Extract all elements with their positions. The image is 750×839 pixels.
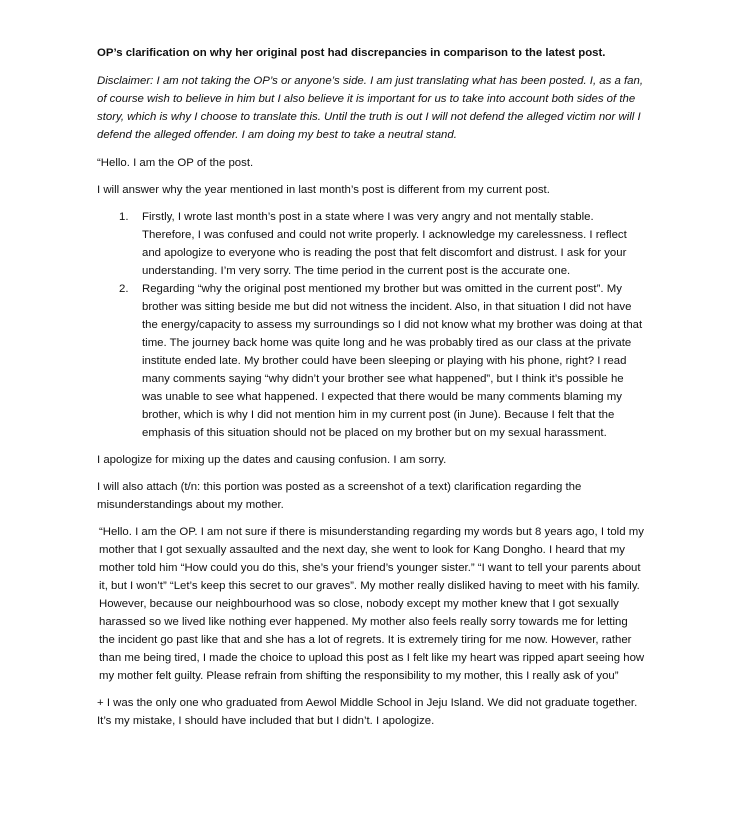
mother-quote-paragraph: “Hello. I am the OP. I am not sure if there is misunderstanding regarding my words but 8 years ago, I told my mother that I got sexually assaulted and the next day, she went to look for Kang Dongho. I heard that my mother told him “How could you do this, she’s your friend’s younger sister.” “I want to tell your parents about it, but I won’t” “Let’s keep this secret to our graves”. My mother really disliked having to meet with his family. However, because our neighbourhood was so close, nobody except my mother knew that I got sexually harassed so we lived like nothing ever happened. My mother also feels really sorry towards me for letting the incident go past like that and she has a lot of regrets. It is extremely tiring for me now. However, rather than me being tired, I made the choice to upload this post as I felt like my heart was ripped apart seeing how my mother felt guilty. Please refrain from shifting the responsibility to my mother, this I really ask of you”	[99, 526, 645, 682]
apology-paragraph: I apologize for mixing up the dates and causing confusion. I am sorry.	[97, 454, 447, 466]
document-title: OP’s clarification on why her original post had discrepancies in comparison to the latest post.	[97, 47, 606, 59]
list-item-number: 2.	[119, 283, 129, 295]
numbered-list	[97, 208, 645, 442]
disclaimer-paragraph: Disclaimer: I am not taking the OP’s or anyone’s side. I am just translating what has been posted. I, as a fan, of course wish to believe in him but I also believe it is important for us to take into account both sides of the story, which is why I choose to translate this. Until the truth is out I will not defend the alleged victim nor will I defend the alleged offender. I am doing my best to take a neutral stand.	[97, 75, 643, 141]
attach-paragraph: I will also attach (t/n: this portion was posted as a screenshot of a text) clarification regarding the misunderstandings about my mother.	[97, 481, 582, 511]
greeting-paragraph: “Hello. I am the OP of the post.	[97, 157, 254, 169]
list-item	[97, 208, 645, 280]
list-item-number: 1.	[119, 211, 129, 223]
list-item-text: Firstly, I wrote last month’s post in a state where I was very angry and not mentally stable. Therefore, I was confused and could not write properly. I acknowledge my carelessness. I reflect and apologize to everyone who is reading the post that felt discomfort and distrust. I ask for your understanding. I’m very sorry. The time period in the current post is the accurate one.	[142, 211, 627, 277]
list-item-text: Regarding “why the original post mentioned my brother but was omitted in the current post”. My brother was sitting beside me but did not witness the incident. Also, in that situation I did not have the energy/capacity to assess my surroundings so I did not know what my brother was doing at that time. The journey back home was quite long and he was probably tired as our class at the private institute ended late. My brother could have been sleeping or playing with his phone, right? I read many comments saying “why didn’t your brother see what happened”, but I think it’s possible he was unable to see what happened. I expected that there would be many comments blaming my brother, which is why I did not mention him in my current post (in June). Because I felt that the emphasis of this situation should not be placed on my brother but on my sexual harassment.	[142, 283, 643, 439]
list-item	[97, 280, 645, 442]
addendum-paragraph: + I was the only one who graduated from Aewol Middle School in Jeju Island. We did not graduate together. It’s my mistake, I should have included that but I didn’t. I apologize.	[97, 697, 638, 727]
intro-paragraph: I will answer why the year mentioned in last month’s post is different from my current post.	[97, 184, 550, 196]
document-page	[97, 44, 645, 739]
